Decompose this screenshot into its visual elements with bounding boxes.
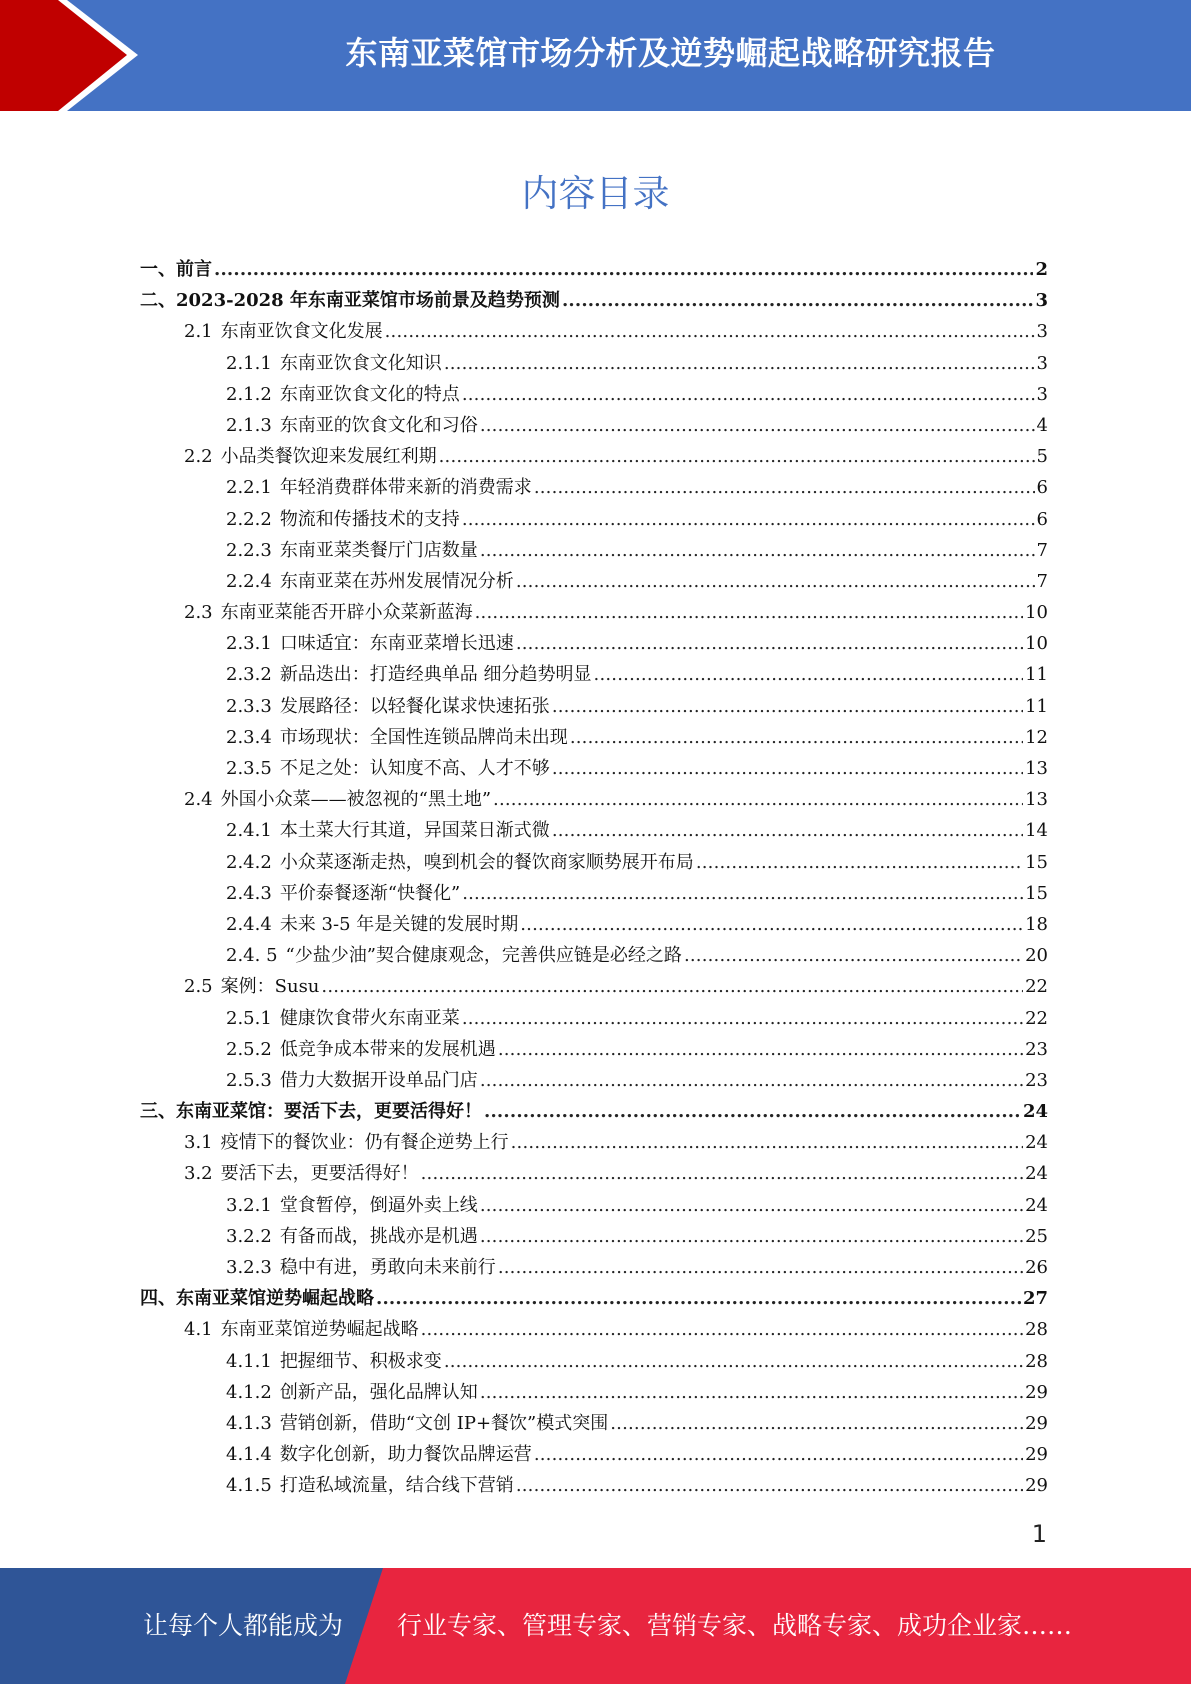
toc-leader-dots (421, 1314, 1023, 1345)
chevron-arrow-icon (0, 0, 160, 111)
toc-entry-title: 东南亚菜在苏州发展情况分析 (279, 570, 514, 592)
page-number: 1 (1031, 1520, 1047, 1548)
toc-entry[interactable] (140, 847, 1048, 878)
toc-leader-dots (570, 722, 1023, 753)
toc-entry-number: 4.1.1 (226, 1350, 272, 1372)
toc-leader-dots (444, 1346, 1023, 1377)
toc-entry[interactable] (140, 254, 1048, 285)
toc-entry-number: 4.1.4 (226, 1444, 272, 1466)
toc-entry-number: 2.3.1 (226, 633, 272, 655)
toc-entry-title: 东南亚饮食文化发展 (220, 321, 383, 343)
toc-leader-dots (516, 566, 1035, 597)
toc-entry-title: 有备而战，挑战亦是机遇 (279, 1225, 478, 1247)
toc-leader-dots (376, 1283, 1021, 1314)
toc-entry-title: 物流和传播技术的支持 (279, 508, 460, 530)
toc-entry-title: 创新产品，强化品牌认知 (279, 1381, 478, 1403)
toc-entry[interactable] (140, 784, 1048, 815)
toc-entry[interactable] (140, 722, 1048, 753)
toc-entry-page: 5 (1036, 446, 1048, 468)
toc-leader-dots (610, 1408, 1023, 1439)
toc-entry-page: 14 (1025, 820, 1048, 842)
toc-entry-page: 15 (1025, 882, 1048, 904)
footer-slogan-right: 行业专家、管理专家、营销专家、战略专家、成功企业家…… (397, 1611, 1073, 1640)
toc-leader-dots (444, 348, 1035, 379)
toc-entry-number: 3.2.1 (226, 1194, 272, 1216)
toc-entry-title: 堂食暂停，倒逼外卖上线 (279, 1194, 478, 1216)
toc-entry-page: 10 (1025, 633, 1048, 655)
toc-entry-page: 7 (1036, 570, 1048, 592)
toc-leader-dots (498, 1252, 1023, 1283)
toc-entry-number: 4.1.2 (226, 1381, 272, 1403)
toc-entry-page: 28 (1025, 1350, 1048, 1372)
toc-entry-page: 3 (1036, 383, 1048, 405)
toc-entry-number: 2.4.2 (226, 851, 272, 873)
toc-entry-title: 低竞争成本带来的发展机遇 (279, 1038, 496, 1060)
toc-entry[interactable] (140, 1034, 1048, 1065)
toc-entry-title: 小众菜逐渐走热，嗅到机会的餐饮商家顺势展开布局 (279, 851, 694, 873)
toc-entry-number: 2.2.3 (226, 539, 272, 561)
toc-leader-dots (480, 1377, 1023, 1408)
footer-banner (0, 1568, 1191, 1684)
toc-entry-page: 13 (1025, 789, 1048, 811)
toc-leader-dots (594, 659, 1024, 690)
toc-entry-number: 2.2.4 (226, 570, 272, 592)
toc-leader-dots (475, 597, 1023, 628)
toc-leader-dots (552, 815, 1023, 846)
toc-entry-title: 口味适宜：东南亚菜增长迅速 (279, 633, 514, 655)
toc-entry[interactable] (140, 691, 1048, 722)
toc-entry[interactable] (140, 971, 1048, 1002)
toc-entry[interactable] (140, 1439, 1048, 1470)
toc-entry-number: 2.1.3 (226, 414, 272, 436)
toc-entry-title: 借力大数据开设单品门店 (279, 1069, 478, 1091)
toc-entry-number: 2.4.3 (226, 882, 272, 904)
toc-entry-number: 2.5.2 (226, 1038, 272, 1060)
toc-entry[interactable] (140, 535, 1048, 566)
footer-slogan-left: 让每个人都能成为 (143, 1611, 344, 1640)
toc-leader-dots (480, 410, 1035, 441)
toc-leader-dots (511, 1127, 1023, 1158)
toc-entry-number: 2.2.2 (226, 508, 272, 530)
toc-entry-page: 26 (1025, 1257, 1048, 1278)
toc-leader-dots (462, 1003, 1023, 1034)
toc-entry-number: 2.4. 5 (226, 945, 278, 967)
toc-entry-page: 12 (1025, 726, 1048, 748)
toc-entry[interactable] (140, 1221, 1048, 1252)
toc-entry-page: 6 (1036, 508, 1048, 530)
toc-entry[interactable] (140, 878, 1048, 909)
toc-entry-title: 案例：Susu (220, 976, 320, 998)
toc-entry-page: 3 (1035, 290, 1048, 312)
toc-leader-dots (498, 1034, 1023, 1065)
toc-entry-page: 29 (1025, 1444, 1048, 1466)
toc-entry[interactable] (140, 566, 1048, 597)
toc-entry-title: 东南亚菜馆逆势崛起战略 (220, 1319, 419, 1341)
toc-entry[interactable] (140, 1003, 1048, 1034)
toc-entry-title: 不足之处：认知度不高、人才不够 (279, 758, 550, 779)
toc-entry-number: 4.1 (184, 1319, 213, 1341)
toc-entry-number: 4.1.5 (226, 1475, 272, 1497)
toc-entry-page: 29 (1025, 1475, 1048, 1497)
toc-leader-dots (480, 1221, 1023, 1252)
toc-entry[interactable] (140, 659, 1048, 690)
toc-entry-title: 东南亚菜类餐厅门店数量 (279, 539, 478, 561)
toc-leader-dots (321, 971, 1023, 1002)
toc-entry-page: 24 (1025, 1132, 1048, 1154)
toc-leader-dots (696, 847, 1023, 878)
toc-leader-dots (480, 1065, 1023, 1096)
toc-entry-number: 3.2 (184, 1163, 213, 1185)
toc-entry[interactable] (140, 628, 1048, 659)
toc-leader-dots (385, 316, 1035, 347)
toc-entry-page: 18 (1025, 913, 1048, 935)
toc-entry-number: 2.2 (184, 446, 213, 468)
toc-entry-number: 2.4 (184, 789, 213, 811)
toc-entry-number: 2.4.1 (226, 820, 272, 842)
toc-entry-number: 4.1.3 (226, 1412, 272, 1434)
toc-entry-title: 把握细节、积极求变 (279, 1350, 442, 1372)
toc-entry-page: 15 (1025, 851, 1048, 873)
toc-leader-dots (484, 1096, 1021, 1127)
toc-entry-number: 2.2.1 (226, 477, 272, 499)
toc-entry-page: 23 (1025, 1038, 1048, 1060)
toc-entry[interactable] (140, 410, 1048, 441)
toc-entry-page: 22 (1025, 976, 1048, 998)
table-of-contents (140, 254, 1048, 1502)
toc-entry-number: 2.4.4 (226, 913, 272, 935)
toc-entry[interactable] (140, 1252, 1048, 1283)
toc-entry[interactable] (140, 504, 1048, 535)
toc-entry-number: 2.3.3 (226, 695, 272, 717)
toc-entry[interactable] (140, 348, 1048, 379)
toc-entry-number: 2.1 (184, 321, 213, 343)
toc-leader-dots (214, 254, 1033, 285)
toc-leader-dots (480, 535, 1035, 566)
toc-entry[interactable] (140, 1470, 1048, 1501)
toc-entry-page: 6 (1036, 477, 1048, 499)
toc-entry-title: 营销创新，借助“文创 IP+餐饮”模式突围 (279, 1412, 609, 1434)
toc-leader-dots (534, 1439, 1023, 1470)
toc-leader-dots (520, 909, 1023, 940)
toc-leader-dots (552, 753, 1023, 784)
toc-entry-title: 平价泰餐逐渐“快餐化” (279, 882, 461, 904)
toc-entry-number: 2.3 (184, 602, 213, 624)
toc-entry-number: 2.3.2 (226, 664, 272, 686)
toc-entry[interactable] (140, 940, 1048, 971)
toc-entry[interactable] (140, 815, 1048, 846)
toc-leader-dots (480, 1190, 1023, 1221)
toc-entry[interactable] (140, 379, 1048, 410)
toc-entry-page: 3 (1036, 321, 1048, 343)
toc-entry-title: 要活下去，更要活得好！ (220, 1163, 419, 1185)
toc-leader-dots (493, 784, 1023, 815)
toc-entry[interactable] (140, 472, 1048, 503)
toc-entry[interactable] (140, 1283, 1048, 1314)
toc-entry-number: 二、 (140, 290, 176, 312)
toc-entry-title: 外国小众菜——被忽视的“黑土地” (220, 789, 492, 811)
toc-entry-page: 11 (1025, 695, 1048, 717)
toc-entry-number: 2.3.4 (226, 726, 272, 748)
toc-leader-dots (421, 1158, 1023, 1189)
toc-leader-dots (462, 878, 1023, 909)
toc-entry-page: 2 (1035, 259, 1048, 280)
toc-entry[interactable] (140, 1190, 1048, 1221)
toc-entry-page: 25 (1025, 1225, 1048, 1247)
toc-leader-dots (439, 441, 1035, 472)
toc-heading: 内容目录 (521, 172, 670, 215)
toc-entry-number: 3.1 (184, 1132, 213, 1154)
toc-entry-title: 东南亚菜能否开辟小众菜新蓝海 (220, 602, 473, 624)
toc-entry-title: 东南亚菜馆逆势崛起战略 (176, 1288, 374, 1310)
toc-entry-number: 三、 (140, 1101, 176, 1123)
toc-entry-number: 2.5 (184, 976, 213, 998)
toc-entry[interactable] (140, 753, 1048, 784)
toc-entry-page: 23 (1025, 1069, 1048, 1091)
toc-entry-page: 24 (1025, 1163, 1048, 1185)
toc-entry-page: 27 (1022, 1288, 1048, 1310)
toc-entry-title: 数字化创新，助力餐饮品牌运营 (279, 1444, 532, 1466)
toc-entry-page: 24 (1022, 1101, 1048, 1123)
toc-entry[interactable] (140, 1314, 1048, 1345)
toc-entry[interactable] (140, 909, 1048, 940)
toc-entry[interactable] (140, 1408, 1048, 1439)
toc-entry-title: 市场现状：全国性连锁品牌尚未出现 (279, 726, 568, 748)
toc-entry-title: 新品迭出：打造经典单品 细分趋势明显 (279, 664, 592, 686)
toc-entry-number: 2.1.2 (226, 383, 272, 405)
toc-leader-dots (516, 628, 1023, 659)
toc-entry-title: 本土菜大行其道，异国菜日渐式微 (279, 820, 550, 842)
toc-entry-title: 未来 3-5 年是关键的发展时期 (279, 913, 519, 935)
toc-entry[interactable] (140, 1346, 1048, 1377)
toc-entry-title: 稳中有进，勇敢向未来前行 (279, 1257, 496, 1278)
toc-entry[interactable] (140, 441, 1048, 472)
toc-entry-number: 3.2.2 (226, 1225, 272, 1247)
toc-entry[interactable] (140, 1096, 1048, 1127)
toc-entry[interactable] (140, 1158, 1048, 1189)
toc-entry-title: 疫情下的餐饮业：仍有餐企逆势上行 (220, 1132, 509, 1154)
toc-entry-page: 22 (1025, 1007, 1048, 1029)
toc-entry-title: 东南亚饮食文化知识 (279, 352, 442, 374)
toc-entry-number: 2.5.1 (226, 1007, 272, 1029)
toc-entry-page: 4 (1036, 414, 1048, 436)
toc-entry-title: 前言 (176, 259, 212, 280)
toc-leader-dots (562, 285, 1034, 316)
toc-entry[interactable] (140, 1377, 1048, 1408)
toc-leader-dots (516, 1470, 1023, 1501)
toc-entry-page: 10 (1025, 602, 1048, 624)
toc-entry[interactable] (140, 1065, 1048, 1096)
toc-entry-title: 打造私域流量，结合线下营销 (279, 1475, 514, 1497)
toc-entry-title: 小品类餐饮迎来发展红利期 (220, 446, 437, 468)
toc-entry-title: 东南亚的饮食文化和习俗 (279, 414, 478, 436)
toc-entry-number: 2.5.3 (226, 1069, 272, 1091)
toc-entry-title: 发展路径：以轻餐化谋求快速拓张 (279, 695, 550, 717)
toc-entry-title: 健康饮食带火东南亚菜 (279, 1007, 460, 1029)
toc-entry-title: “少盐少油”契合健康观念，完善供应链是必经之路 (285, 945, 682, 967)
toc-leader-dots (462, 379, 1035, 410)
toc-leader-dots (462, 504, 1035, 535)
toc-entry-page: 29 (1025, 1381, 1048, 1403)
toc-entry-page: 3 (1036, 352, 1048, 374)
toc-leader-dots (684, 940, 1023, 971)
toc-entry-number: 四、 (140, 1288, 176, 1310)
toc-leader-dots (552, 691, 1023, 722)
toc-entry-number: 3.2.3 (226, 1257, 272, 1278)
toc-entry-title: 2023-2028 年东南亚菜馆市场前景及趋势预测 (176, 290, 560, 312)
toc-entry-title: 年轻消费群体带来新的消费需求 (279, 477, 532, 499)
toc-entry[interactable] (140, 597, 1048, 628)
toc-entry[interactable] (140, 1127, 1048, 1158)
toc-entry-title: 东南亚菜馆：要活下去，更要活得好！ (176, 1101, 482, 1123)
toc-entry-title: 东南亚饮食文化的特点 (279, 383, 460, 405)
toc-entry[interactable] (140, 316, 1048, 347)
toc-entry-number: 一、 (140, 259, 176, 280)
toc-entry-page: 29 (1025, 1412, 1048, 1434)
toc-entry-number: 2.3.5 (226, 758, 272, 779)
toc-entry-page: 20 (1025, 945, 1048, 967)
toc-entry-page: 28 (1025, 1319, 1048, 1341)
report-title: 东南亚菜馆市场分析及逆势崛起战略研究报告 (345, 34, 996, 72)
toc-entry-page: 7 (1036, 539, 1048, 561)
toc-entry[interactable] (140, 285, 1048, 316)
toc-entry-number: 2.1.1 (226, 352, 272, 374)
toc-leader-dots (534, 472, 1035, 503)
toc-entry-page: 24 (1025, 1194, 1048, 1216)
report-header (0, 0, 1191, 111)
toc-entry-page: 11 (1025, 664, 1048, 686)
toc-entry-page: 13 (1025, 758, 1048, 779)
